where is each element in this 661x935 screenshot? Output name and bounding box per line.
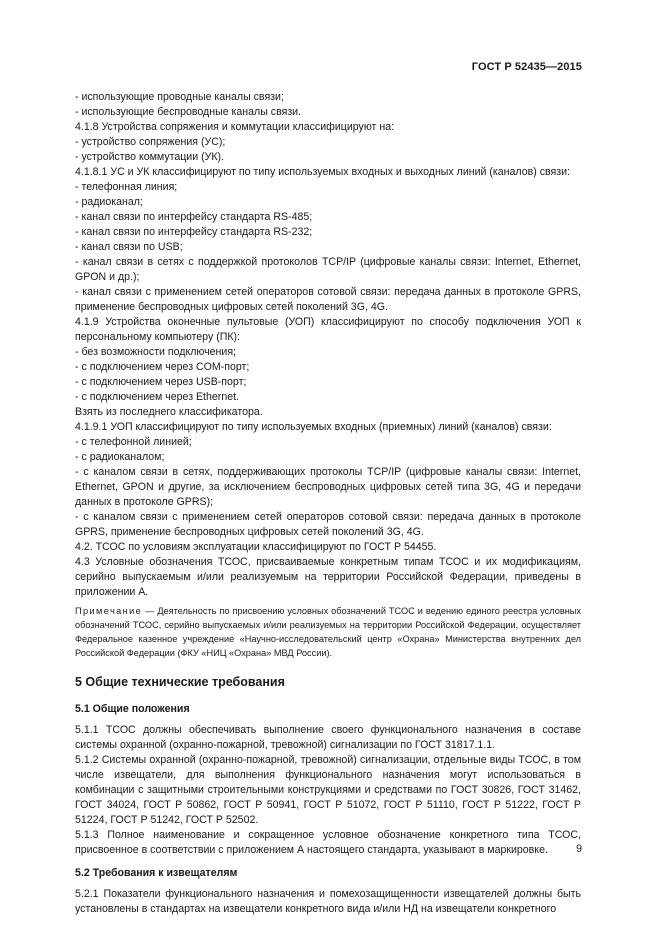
body-paragraph: - канал связи в сетях с поддержкой протоколов TCP/IP (цифровые каналы связи: Internet, Ethernet, GPON и др.); bbox=[75, 256, 581, 283]
body-paragraph: 4.1.9 Устройства оконечные пультовые (УОП) классифицируют по способу подключения УОП к персональному компьютеру (ПК): bbox=[75, 316, 581, 343]
document-header: ГОСТ Р 52435—2015 bbox=[471, 61, 582, 73]
body-paragraph: 4.3 Условные обозначения ТСОС, присваиваемые конкретным типам ТСОС и их модификациям, серийно выпускаемым и/или реализуемым на территории Российской Федерации, приведены в приложении А. bbox=[75, 556, 581, 598]
page-number: 9 bbox=[576, 843, 582, 855]
body-paragraph: - с подключением через USB-порт; bbox=[75, 376, 247, 388]
body-paragraph: - с подключением через Ethernet. bbox=[75, 391, 239, 403]
body-paragraph: - радиоканал; bbox=[75, 196, 143, 208]
body-paragraph: 4.2. ТСОС по условиям эксплуатации классифицируют по ГОСТ Р 54455. bbox=[75, 541, 437, 553]
note-label: Примечание bbox=[75, 606, 143, 616]
body-paragraph: - без возможности подключения; bbox=[75, 346, 236, 358]
body-paragraph: - телефонная линия; bbox=[75, 181, 178, 193]
body-paragraph: - канал связи по интерфейсу стандарта RS-485; bbox=[75, 211, 313, 223]
body-paragraph: 4.1.8.1 УС и УК классифицируют по типу используемых входных и выходных линий (каналов) связи: bbox=[75, 166, 570, 178]
body-paragraph: 4.1.9.1 УОП классифицируют по типу используемых входных (приемных) линий (каналов) связи: bbox=[75, 421, 552, 433]
note-paragraph bbox=[75, 604, 581, 660]
body-paragraph: - канал связи по USB; bbox=[75, 241, 183, 253]
body-paragraph: - использующие беспроводные каналы связи. bbox=[75, 106, 302, 118]
general-provisions-paragraphs bbox=[75, 723, 581, 858]
detector-requirements-paragraphs bbox=[75, 887, 581, 917]
body-paragraph: - канал связи с применением сетей операторов сотовой связи: передача данных в протоколе GPRS, применение беспроводных цифровых сетей поколений 3G, 4G. bbox=[75, 286, 581, 313]
body-paragraph: - с телефонной линией; bbox=[75, 436, 192, 448]
body-paragraph: - использующие проводные каналы связи; bbox=[75, 91, 284, 103]
body-paragraph: - с каналом связи в сетях, поддерживающих протоколы TCP/IP (цифровые каналы связи: Internet, Ethernet, GPON и другие, за исключением беспроводных цифровых сетей типа 3G, 4G и передачи данных в протоколе GPRS); bbox=[75, 466, 581, 508]
body-paragraph: - с радиоканалом; bbox=[75, 451, 165, 463]
note-text: — Деятельность по присвоению условных обозначений ТСОС и ведению единого реестра условных обозначений ТСОС, серийно выпускаемых и/или реализуемых на территории Российской Федерации, осуществляет Федеральное казенное учреждение «Научно-исследовательский центр «Охрана» Министерства внутренних дел Российской Федерации (ФКУ «НИЦ «Охрана» МВД России). bbox=[75, 606, 581, 658]
body-paragraph: Взять из последнего классификатора. bbox=[75, 406, 263, 418]
body-paragraph: 5.1.1 ТСОС должны обеспечивать выполнение своего функционального назначения в составе системы охранной (охранно-пожарной, тревожной) сигнализации по ГОСТ 31817.1.1. bbox=[75, 724, 581, 751]
body-paragraph: - устройство коммутации (УК). bbox=[75, 151, 224, 163]
body-paragraph: 5.1.2 Системы охранной (охранно-пожарной, тревожной) сигнализации, отдельные виды ТСОС, в том числе извещатели, для выполнения функционального назначения могут использоваться в комбинации с защитными строительными конструкциями и средствами по ГОСТ 30826, ГОСТ 31462, ГОСТ 34024, ГОСТ Р 50862, ГОСТ Р 50941, ГОСТ Р 51072, ГОСТ Р 51110, ГОСТ Р 51222, ГОСТ Р 51224, ГОСТ Р 51242, ГОСТ Р 52502. bbox=[75, 754, 581, 826]
body-paragraph: - канал связи по интерфейсу стандарта RS-232; bbox=[75, 226, 313, 238]
section-title: 5 Общие технические требования bbox=[75, 675, 285, 689]
classification-paragraphs bbox=[75, 90, 581, 600]
body-paragraph: 5.1.3 Полное наименование и сокращенное условное обозначение конкретного типа ТСОС, присвоенное в соответствии с приложением А настоящего стандарта, указывают в маркировке. bbox=[75, 829, 581, 856]
body-paragraph: 5.2.1 Показатели функционального назначения и помехозащищенности извещателей должны быть установлены в стандартах на извещатели конкретного вида и/или НД на извещатели конкретного bbox=[75, 888, 581, 915]
body-paragraph: - с подключением через COM-порт; bbox=[75, 361, 250, 373]
document-body bbox=[75, 90, 581, 917]
body-paragraph: - устройство сопряжения (УС); bbox=[75, 136, 226, 148]
subsection-title-general: 5.1 Общие положения bbox=[75, 703, 190, 715]
body-paragraph: 4.1.8 Устройства сопряжения и коммутации классифицируют на: bbox=[75, 121, 395, 133]
body-paragraph: - с каналом связи с применением сетей операторов сотовой связи: передача данных в протоколе GPRS, применение беспроводных цифровых сетей поколений 3G, 4G. bbox=[75, 511, 581, 538]
subsection-title-detectors: 5.2 Требования к извещателям bbox=[75, 867, 238, 879]
